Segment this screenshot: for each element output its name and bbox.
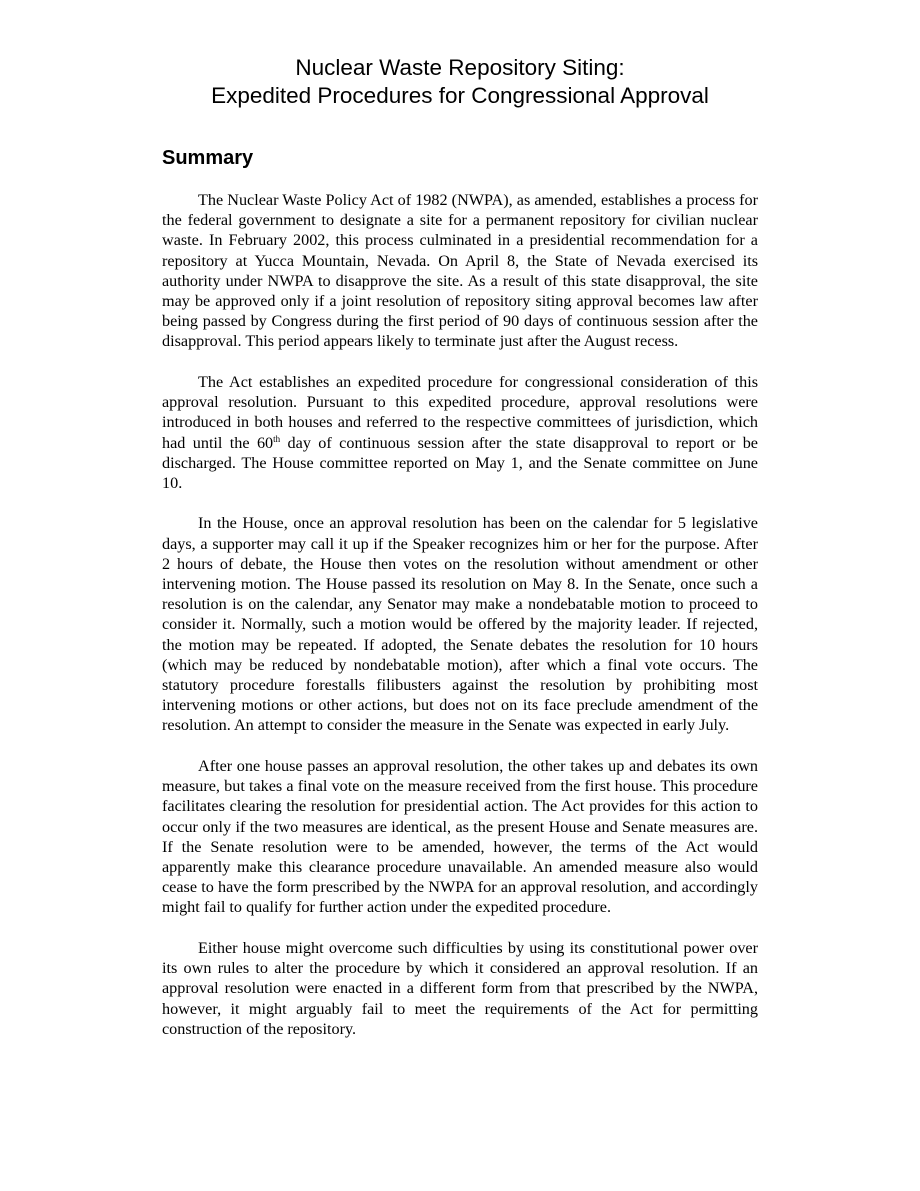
paragraph-2-text-b: day of continuous session after the state disapproval to report or be discharged. The House committee reported on May 1, and the Senate committee on June 10. bbox=[162, 433, 758, 492]
paragraph-2 bbox=[162, 372, 758, 493]
title-line-2: Expedited Procedures for Congressional Approval bbox=[211, 83, 709, 108]
paragraph-4: After one house passes an approval resolution, the other takes up and debates its own measure, but takes a final vote on the measure received from the first house. This procedure facilitates clearing the resolution for presidential action. The Act provides for this action to occur only if the two measures are identical, as the present House and Senate measures are. If the Senate resolution were to be amended, however, the terms of the Act would apparently make this clearance procedure unavailable. An amended measure also would cease to have the form prescribed by the NWPA for an approval resolution, and accordingly might fail to qualify for further action under the expedited procedure. bbox=[162, 756, 758, 917]
paragraph-5: Either house might overcome such difficulties by using its constitutional power over its own rules to alter the procedure by which it considered an approval resolution. If an approval resolution were enacted in a different form from that prescribed by the NWPA, however, it might arguably fail to meet the requirements of the Act for permitting construction of the repository. bbox=[162, 938, 758, 1038]
paragraph-2-text-a: The Act establishes an expedited procedure for congressional consideration of this approval resolution. Pursuant to this expedited procedure, approval resolutions were introduced in both houses and referred to the respective committees of jurisdiction, which had until the 60 bbox=[162, 372, 758, 452]
document-title bbox=[162, 54, 758, 110]
document-page bbox=[162, 54, 758, 1039]
paragraph-3: In the House, once an approval resolution has been on the calendar for 5 legislative days, a supporter may call it up if the Speaker recognizes him or her for the purpose. After 2 hours of debate, the House then votes on the resolution without amendment or other intervening motion. The House passed its resolution on May 8. In the Senate, once such a resolution is on the calendar, any Senator may make a nondebatable motion to proceed to consider it. Normally, such a motion would be offered by the majority leader. If rejected, the motion may be repeated. If adopted, the Senate debates the resolution for 10 hours (which may be reduced by nondebatable motion), after which a final vote occurs. The statutory procedure forestalls filibusters against the resolution by prohibiting most intervening motions or other actions, but does not on its face preclude amendment of the resolution. An attempt to consider the measure in the Senate was expected in early July. bbox=[162, 514, 758, 735]
section-heading-summary: Summary bbox=[162, 147, 254, 169]
paragraph-1: The Nuclear Waste Policy Act of 1982 (NWPA), as amended, establishes a process for the federal government to designate a site for a permanent repository for civilian nuclear waste. In February 2002, this process culminated in a presidential recommendation for a repository at Yucca Mountain, Nevada. On April 8, the State of Nevada exercised its authority under NWPA to disapprove the site. As a result of this state disapproval, the site may be approved only if a joint resolution of repository siting approval becomes law after being passed by Congress during the first period of 90 days of continuous session after the disapproval. This period appears likely to terminate just after the August recess. bbox=[162, 191, 758, 351]
ordinal-superscript: th bbox=[273, 433, 281, 444]
title-line-1: Nuclear Waste Repository Siting: bbox=[295, 55, 625, 80]
